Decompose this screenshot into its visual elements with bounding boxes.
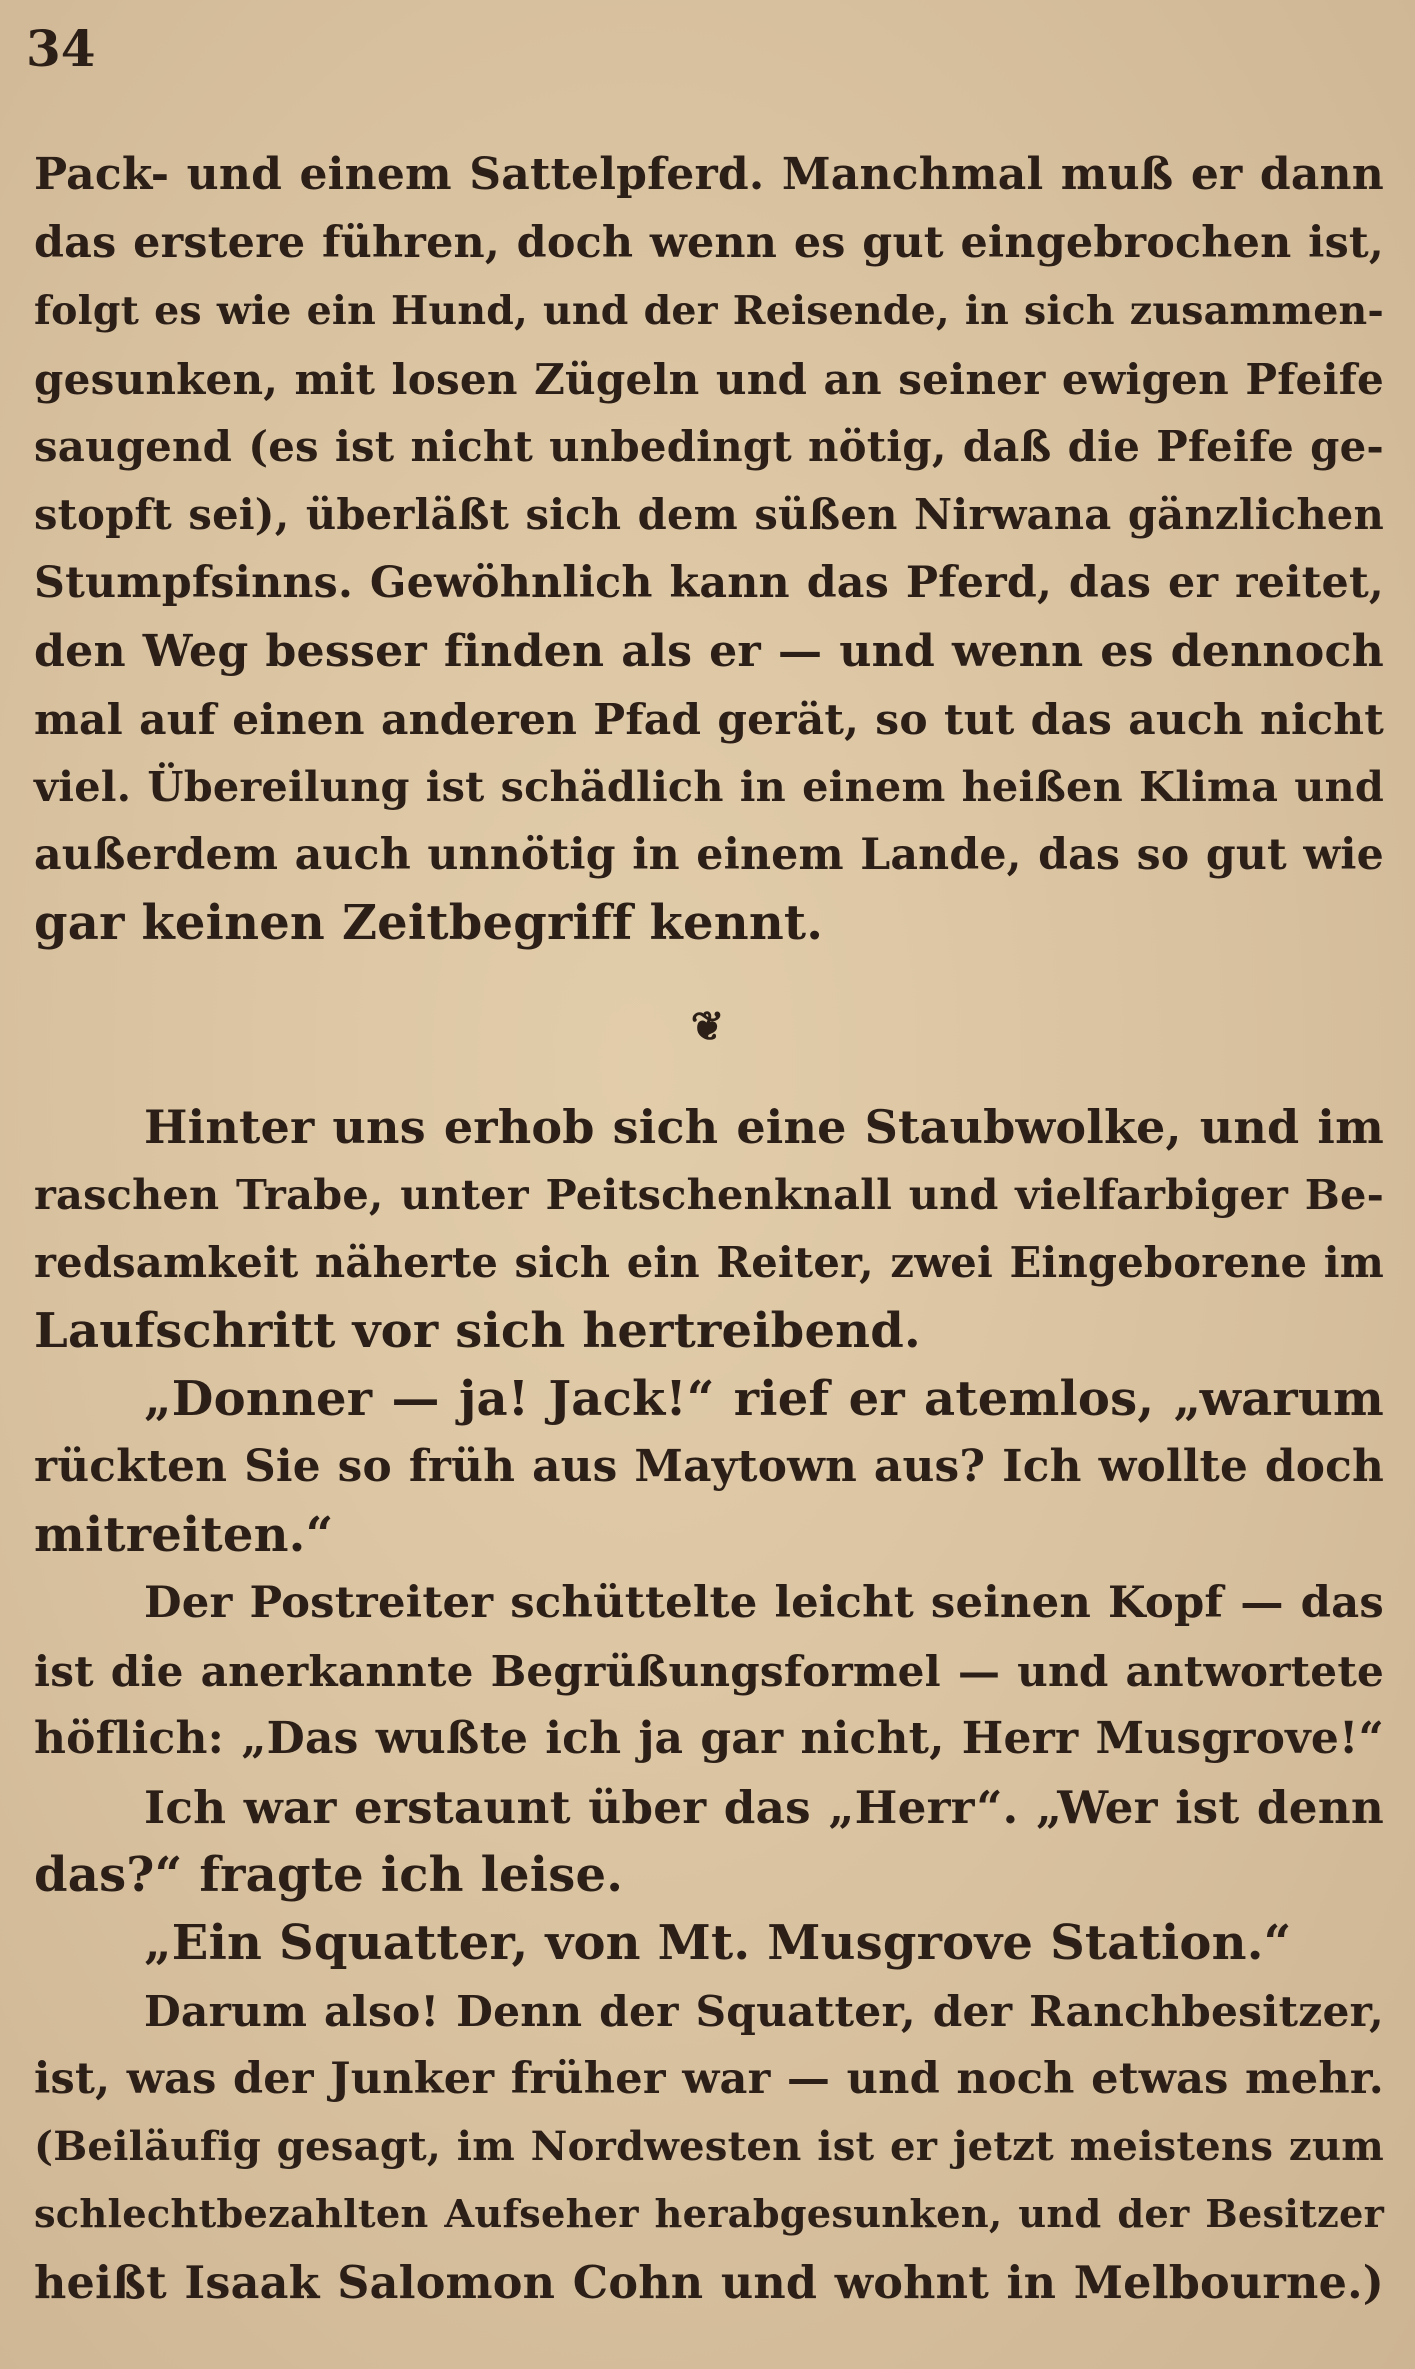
text-line: stopft sei), überläßt sich dem süßen Nirwana gänzlichen [34, 490, 1384, 539]
text-line: das erstere führen, doch wenn es gut eingebrochen ist, [34, 218, 1384, 268]
section-ornament: ❦ [690, 1003, 725, 1050]
text-line: raschen Trabe, unter Peitschenknall und vielfarbiger Be- [34, 1170, 1384, 1219]
text-line: mitreiten.“ [34, 1507, 334, 1563]
text-line: Pack- und einem Sattelpferd. Manchmal muß er dann [34, 149, 1384, 200]
text-line: „Donner — ja! Jack!“ rief er atemlos, „warum [144, 1371, 1384, 1427]
text-line: schlechtbezahlten Aufseher herabgesunken, und der Besitzer [34, 2192, 1384, 2237]
text-line: mal auf einen anderen Pfad gerät, so tut das auch nicht [34, 694, 1384, 744]
text-line: Stumpfsinns. Gewöhnlich kann das Pferd, das er reitet, [34, 558, 1384, 608]
text-line: rückten Sie so früh aus Maytown aus? Ich wollte doch [34, 1441, 1384, 1492]
text-line: den Weg besser finden als er — und wenn es dennoch [34, 625, 1384, 677]
text-line: gesunken, mit losen Zügeln und an seiner ewigen Pfeife [34, 354, 1384, 404]
text-line: „Ein Squatter, von Mt. Musgrove Station.“ [144, 1915, 1292, 1971]
text-line: höflich: „Das wußte ich ja gar nicht, Herr Musgrove!“ [34, 1713, 1384, 1764]
text-line: Der Postreiter schüttelte leicht seinen Kopf — das [144, 1577, 1384, 1628]
text-line: gar keinen Zeitbegriff kennt. [34, 895, 824, 951]
text-line: heißt Isaak Salomon Cohn und wohnt in Melbourne.) [34, 2257, 1384, 2309]
text-line: redsamkeit näherte sich ein Reiter, zwei Eingeborene im [34, 1238, 1384, 1287]
text-line: Darum also! Denn der Squatter, der Ranchbesitzer, [144, 1986, 1384, 2036]
page-number: 34 [26, 19, 96, 78]
text-line: saugend (es ist nicht unbedingt nötig, daß die Pfeife ge- [34, 422, 1384, 471]
text-line: (Beiläufig gesagt, im Nordwesten ist er jetzt meistens zum [34, 2123, 1384, 2170]
paragraph-block-2 [34, 1093, 1384, 2317]
paragraph-block-1 [34, 141, 1384, 957]
text-line: ist, was der Junker früher war — und noch etwas mehr. [34, 2054, 1384, 2104]
text-line: das?“ fragte ich leise. [34, 1847, 624, 1903]
text-line: Ich war erstaunt über das „Herr“. „Wer ist denn [144, 1780, 1384, 1834]
text-line: ist die anerkannte Begrüßungsformel — und antwortete [34, 1646, 1384, 1696]
text-line: Laufschritt vor sich hertreibend. [34, 1303, 921, 1359]
text-line: außerdem auch unnötig in einem Lande, das so gut wie [34, 830, 1384, 880]
text-line: viel. Übereilung ist schädlich in einem heißen Klima und [34, 762, 1384, 811]
text-line: folgt es wie ein Hund, und der Reisende, in sich zusammen- [34, 288, 1384, 334]
text-line: Hinter uns erhob sich eine Staubwolke, und im [144, 1100, 1384, 1154]
